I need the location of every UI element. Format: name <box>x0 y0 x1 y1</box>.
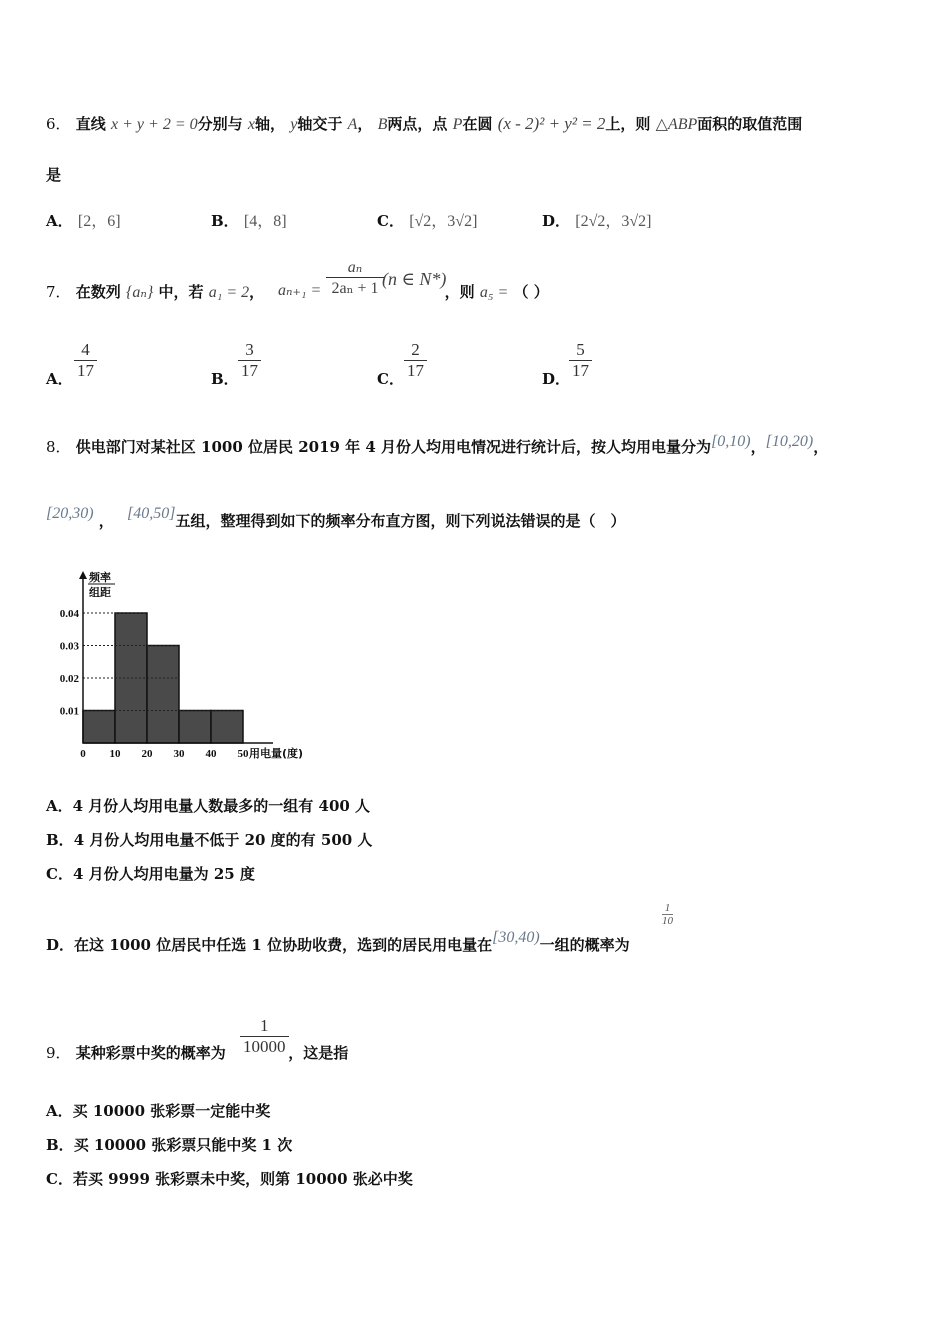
x-tick-label: 30 <box>173 748 185 760</box>
x-tick-label: 10 <box>109 748 121 760</box>
q7-option-d[interactable]: D． <box>542 370 571 388</box>
q7-option-d-fraction: $\frac{5}{17}$ <box>569 340 592 381</box>
q9-option-c[interactable]: C．若买 9999 张彩票未中奖，则第 10000 张必中奖 <box>46 1170 413 1188</box>
interval-20-30: [20,30) <box>46 505 94 522</box>
q8-option-a[interactable]: A．4 月份人均用电量人数最多的一组有 400 人 <box>46 797 371 815</box>
math-expression: x + y + 2 = 0 <box>111 116 198 133</box>
x-tick-label: 40 <box>205 748 217 760</box>
y-tick-label: 0.04 <box>59 608 79 620</box>
interval-40-50: [40,50] <box>127 505 176 522</box>
q7-option-b-fraction: $\frac{3}{17}$ <box>238 340 261 381</box>
q6-option-d[interactable]: D． [2√2，3√2] <box>542 212 652 230</box>
y-tick-label: 0.03 <box>59 640 79 653</box>
question-8-stem: 8． 供电部门对某社区 1000 位居民 2019 年 4 月份人均用电情况进行统计后，按人均用电量分为[0,10)，[10,20)， <box>46 433 829 456</box>
interval-0-10: [0,10) <box>711 433 751 450</box>
histogram-bar <box>83 711 115 744</box>
q9-option-a[interactable]: A．买 10000 张彩票一定能中奖 <box>46 1102 271 1120</box>
y-tick-label: 0.01 <box>59 705 79 718</box>
y-tick-label: 0.02 <box>59 673 79 685</box>
q8-option-d-fraction: 1 10 <box>662 902 673 927</box>
interval-30-40: [30,40) <box>492 929 540 946</box>
q7-option-a-fraction: $\frac{4}{17}$ <box>74 340 97 381</box>
question-9-stem: 9． 某种彩票中奖的概率为 ，这是指 <box>46 1044 349 1062</box>
histogram-bar <box>211 711 243 744</box>
histogram-bar <box>179 711 211 744</box>
question-6-stem: 6． 直线 x + y + 2 = 0分别与 x轴， y轴交于 A， B两点，点 P在圆 (x - 2)² + y² = 2上，则 △ABP面积的取值范围 <box>46 114 803 133</box>
frequency-histogram <box>40 565 330 765</box>
q9-probability-fraction: $\frac{1}{10000}$ <box>240 1016 289 1057</box>
q7-option-c-fraction: $\frac{2}{17}$ <box>404 340 427 381</box>
q6-option-c[interactable]: C． [√2，3√2] <box>377 212 478 230</box>
interval-10-20: [10,20) <box>765 433 814 450</box>
x-tick-label: 0 <box>80 748 86 760</box>
y-axis-arrow <box>79 571 87 579</box>
q8-option-b[interactable]: B．4 月份人均用电量不低于 20 度的有 500 人 <box>46 831 373 849</box>
x-tick-label: 50 <box>237 748 249 760</box>
q7-option-a[interactable]: A． <box>46 370 73 388</box>
circle-equation: (x - 2)² + y² = 2 <box>497 114 606 133</box>
q9-option-b[interactable]: B．买 10000 张彩票只能中奖 1 次 <box>46 1136 293 1154</box>
q6-option-a[interactable]: A． [2，6] <box>46 212 121 230</box>
q6-option-b[interactable]: B． [4，8] <box>211 212 287 230</box>
q8-option-d[interactable]: D．在这 1000 位居民中任选 1 位协助收费，选到的居民用电量在[30,40)一组的概率为 <box>46 929 630 954</box>
y-axis-label-top: 频率 <box>89 571 111 584</box>
y-axis-label-bottom: 组距 <box>89 586 111 599</box>
q8-option-c[interactable]: C．4 月份人均用电量为 25 度 <box>46 865 255 883</box>
question-6-continuation: 是 <box>46 166 62 184</box>
histogram-bar <box>147 646 179 744</box>
x-tick-label: 20 <box>141 748 153 760</box>
question-number: 6． <box>46 115 71 133</box>
q7-option-c[interactable]: C． <box>377 370 404 388</box>
x-axis-label: 用电量(度) <box>249 747 304 760</box>
q7-option-b[interactable]: B． <box>211 370 239 388</box>
question-8-stem-line2: [20,30) ， [40,50]五组，整理得到如下的频率分布直方图，则下列说法错误的是（ ） <box>46 505 626 530</box>
question-7-stem: 7． 在数列 {aₙ} 中，若 a₁ = 2， ，则 a₅ = （ ） <box>46 283 549 301</box>
